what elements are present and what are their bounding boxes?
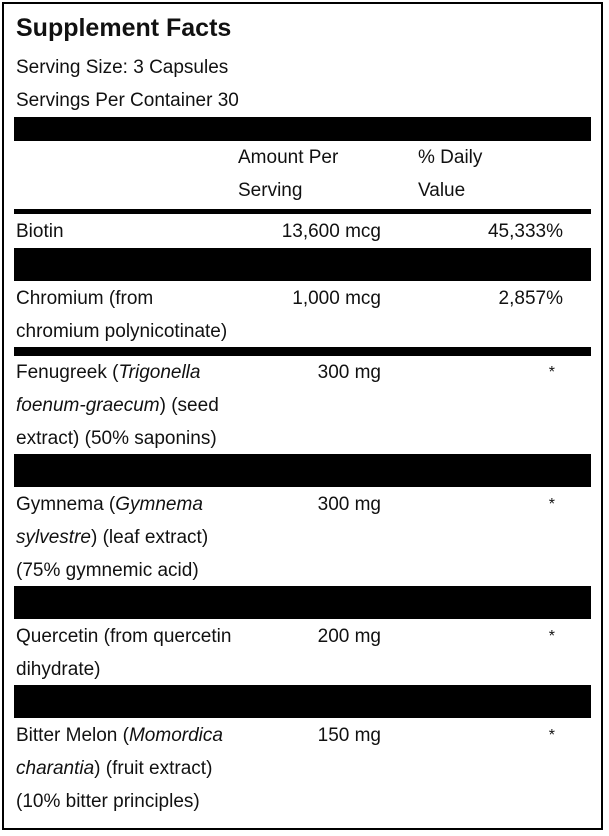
nutrient-name: Biotin <box>16 221 64 242</box>
nutrient-dv: 45,333% <box>487 221 563 242</box>
nutrient-name-line3: (10% bitter principles) <box>16 791 200 812</box>
divider <box>14 209 591 214</box>
dv-header-line2: Value <box>418 180 466 201</box>
nutrient-name-line1: Gymnema (Gymnema <box>16 494 203 515</box>
serving-size: Serving Size: 3 Capsules <box>16 57 229 78</box>
nutrient-name-line2: dihydrate) <box>16 659 101 680</box>
nutrient-row-quercetin <box>14 620 591 686</box>
nutrient-row-gymnema <box>14 488 591 587</box>
supplement-facts-panel <box>2 2 603 830</box>
nutrient-amount: 300 mg <box>317 362 381 383</box>
divider <box>14 454 591 487</box>
panel-title: Supplement Facts <box>16 14 232 42</box>
amount-header-line1: Amount Per <box>238 147 339 168</box>
thick-divider <box>14 117 591 141</box>
divider <box>14 586 591 619</box>
nutrient-name-line1: Chromium (from <box>16 288 154 309</box>
nutrient-name-line2: charantia) (fruit extract) <box>16 758 213 779</box>
nutrient-name-line1: Quercetin (from quercetin <box>16 626 232 647</box>
nutrient-amount: 1,000 mcg <box>292 288 381 309</box>
nutrient-dv: * <box>548 727 555 744</box>
nutrient-dv: * <box>548 496 555 513</box>
nutrient-name-line3: (75% gymnemic acid) <box>16 560 199 581</box>
nutrient-row-biotin <box>14 215 591 248</box>
nutrient-amount: 200 mg <box>317 626 381 647</box>
nutrient-name-line2: sylvestre) (leaf extract) <box>16 527 209 548</box>
nutrient-amount: 300 mg <box>317 494 381 515</box>
divider <box>14 347 591 356</box>
nutrient-amount: 150 mg <box>317 725 381 746</box>
nutrient-dv: * <box>548 364 555 381</box>
divider <box>14 685 591 718</box>
nutrient-name-line1: Fenugreek (Trigonella <box>16 362 201 383</box>
nutrient-name-line2: chromium polynicotinate) <box>16 321 228 342</box>
servings-per-container: Servings Per Container 30 <box>16 90 239 111</box>
nutrient-name-line2: foenum-graecum) (seed <box>16 395 219 416</box>
nutrient-name-line1: Bitter Melon (Momordica <box>16 725 223 746</box>
nutrient-dv: 2,857% <box>498 288 563 309</box>
nutrient-row-fenugreek <box>14 356 591 455</box>
nutrient-amount: 13,600 mcg <box>281 221 381 242</box>
amount-header-line2: Serving <box>238 180 303 201</box>
nutrient-row-bitter-melon <box>14 719 591 818</box>
nutrient-name-line3: extract) (50% saponins) <box>16 428 217 449</box>
divider <box>14 248 591 281</box>
nutrient-dv: * <box>548 628 555 645</box>
nutrient-row-chromium <box>14 282 591 348</box>
dv-header-line1: % Daily <box>418 147 483 168</box>
